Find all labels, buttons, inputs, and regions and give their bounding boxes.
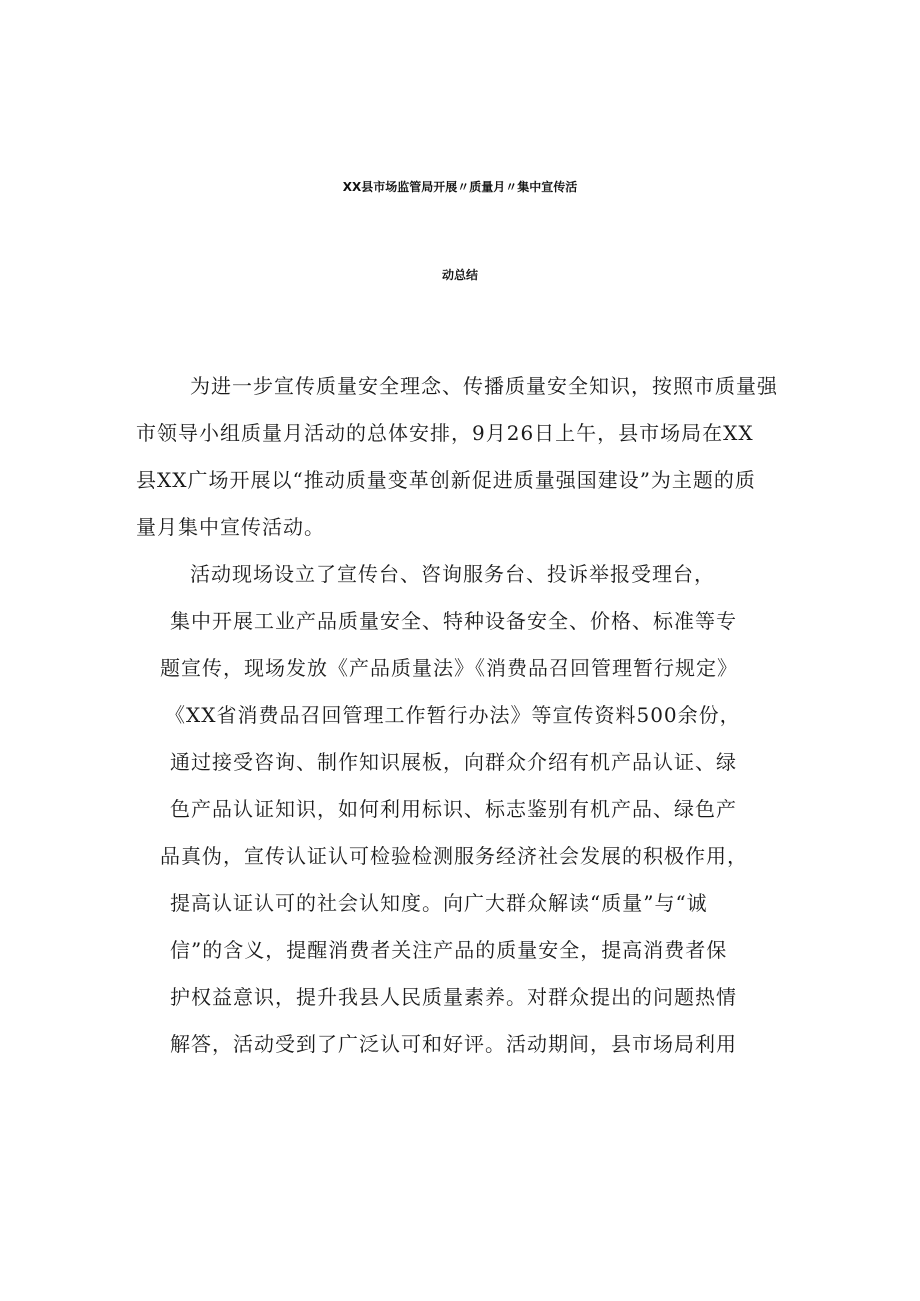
document-title-line-1: XX县市场监管局开展〃质量月〃集中宣传活 [342, 180, 578, 194]
body-line: 信”的含义，提醒消费者关注产品的质量安全，提高消费者保 [170, 938, 728, 962]
body-line: 活动现场设立了宣传台、咨询服务台、投诉举报受理台， [190, 562, 715, 586]
body-line: 护权益意识，提升我县人民质量素养。对群众提出的问题热情 [170, 985, 737, 1009]
body-line: 提高认证认可的社会认知度。向广大群众解读“质量”与“诚 [170, 891, 708, 915]
document-title-line-2: 动总结 [441, 268, 478, 282]
body-line: 品真伪，宣传认证认可检验检测服务经济社会发展的积极作用， [160, 844, 748, 868]
body-line: 《XX省消费品召回管理工作暂行办法》等宣传资料500余份， [165, 703, 741, 727]
body-line: 色产品认证知识，如何利用标识、标志鉴别有机产品、绿色产 [170, 797, 737, 821]
body-line: 集中开展工业产品质量安全、特种设备安全、价格、标准等专 [170, 609, 737, 633]
body-line: 题宣传，现场发放《产品质量法》《消费品召回管理暂行规定》 [160, 656, 738, 680]
body-line: 通过接受咨询、制作知识展板，向群众介绍有机产品认证、绿 [170, 750, 737, 774]
body-line: 为进一步宣传质量安全理念、传播质量安全知识，按照市质量强 [190, 374, 778, 398]
body-line: 量月集中宣传活动。 [136, 515, 325, 539]
body-line: 市领导小组质量月活动的总体安排，9月26日上午，县市场局在XX [136, 421, 754, 445]
body-line: 解答，活动受到了广泛认可和好评。活动期间，县市场局利用 [170, 1032, 737, 1056]
body-line: 县XX广场开展以“推动质量变革创新促进质量强国建设”为主题的质 [136, 468, 756, 492]
